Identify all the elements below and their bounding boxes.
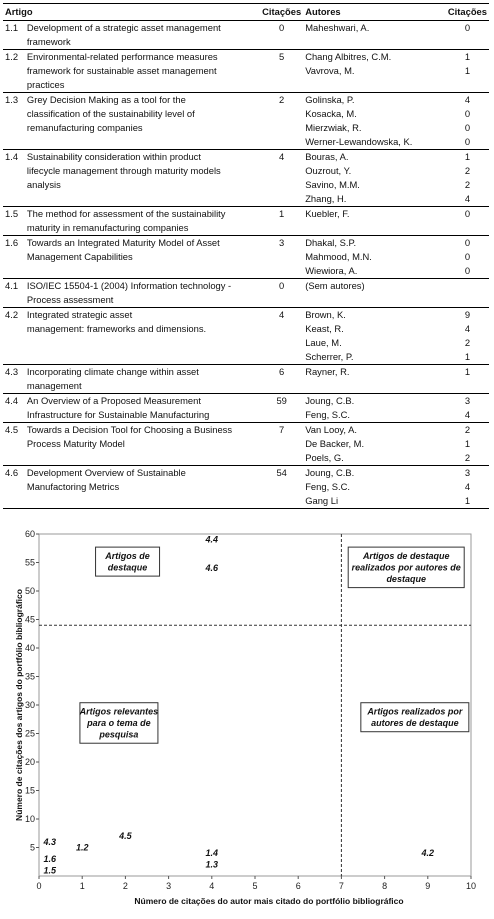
table-row [3,408,489,423]
author-citations-cell [446,379,489,394]
table-row [3,365,489,380]
article-title: An Overview of a Proposed Measurement [25,394,260,409]
article-title-cell [25,135,260,150]
author-name: Bouras, A. [303,150,446,165]
author-name: Mierzwiak, R. [305,122,362,133]
article-id: 1.6 [3,236,25,251]
table-row [3,50,489,65]
data-point-4-5: 4.5 [119,831,132,842]
article-id-cell [3,350,25,365]
quadrant-top-left-text: Artigos de [105,551,150,562]
author-citations: 9 [446,308,489,323]
article-id-cell [3,451,25,466]
article-title: Towards a Decision Tool for Choosing a Business [25,423,260,438]
author-name: Chang Albitres, C.M. [303,50,446,65]
author-name: Poels, G. [305,452,344,463]
article-title-cell [25,336,260,350]
author-name: Scherrer, P. [305,351,354,362]
y-tick-label: 55 [24,557,35,568]
article-title-cell [25,350,260,365]
author-name: Feng, S.C. [305,481,351,492]
table-row [3,135,489,150]
author-name: Savino, M.M. [305,179,360,190]
article-citations-cell [260,135,303,150]
author-citations: 1 [446,365,489,380]
x-tick-label: 7 [338,881,344,891]
y-tick-label: 10 [24,814,35,824]
quadrant-bottom-right-text: autores de destaque [371,718,459,729]
article-id: 4.4 [3,394,25,409]
article-title: framework [26,36,71,47]
article-title: Process Maturity Model [26,438,125,449]
article-citations-cell [260,192,303,207]
author-name-cell [303,35,446,50]
table-row [3,451,489,466]
article-id: 4.6 [3,466,25,481]
article-id: 1.4 [3,150,25,165]
article-title: management: frameworks and dimensions. [26,323,207,334]
author-name: Mahmood, M.N. [305,251,372,262]
article-title: Process assessment [26,294,114,305]
article-id: 4.5 [3,423,25,438]
article-citations: 54 [260,466,303,481]
table-row [3,466,489,481]
article-citations-cell [260,264,303,279]
table-header-row [3,4,489,21]
table-row [3,93,489,108]
author-citations: 3 [446,466,489,481]
author-citations: 0 [446,236,489,251]
author-name: Golinska, P. [303,93,446,108]
author-name: Feng, S.C. [305,409,351,420]
article-title-cell [25,192,260,207]
author-name-cell [303,293,446,308]
header-autores: Autores [303,4,446,21]
article-citations-cell [260,293,303,308]
article-citations-cell [260,451,303,466]
author-name: Ouzrout, Y. [305,165,352,176]
citation-table [3,3,489,509]
table-row [3,494,489,509]
article-title: Development of a strategic asset management [26,22,221,33]
article-title-cell [25,494,260,509]
data-point-1-6: 1.6 [43,853,57,864]
article-citations-cell [260,64,303,78]
table-row [3,379,489,394]
x-tick-label: 6 [295,881,301,891]
article-id-cell [3,35,25,50]
article-id-cell [3,437,25,451]
article-citations-cell [260,78,303,93]
data-point-4-6: 4.6 [205,563,219,574]
author-citations: 0 [464,122,471,133]
author-name: Brown, K. [303,308,446,323]
table-row [3,35,489,50]
table-row [3,264,489,279]
article-id-cell [3,107,25,121]
x-tick-label: 5 [252,881,258,891]
article-title: ISO/IEC 15504-1 (2004) Information technology - [25,279,260,294]
article-title: analysis [26,179,61,190]
table-row [3,21,489,36]
author-citations-cell [446,35,489,50]
table-row [3,207,489,222]
article-id: 4.3 [3,365,25,380]
author-citations: 0 [464,136,471,147]
author-name: (Sem autores) [303,279,446,294]
table-row [3,423,489,438]
article-title: Manufactoring Metrics [26,481,120,492]
article-citations: 0 [260,279,303,294]
article-title: Development Overview of Sustainable [25,466,260,481]
table-row [3,394,489,409]
author-citations [446,279,489,294]
article-id-cell [3,178,25,192]
table-row [3,350,489,365]
x-tick-label: 1 [79,881,85,891]
author-citations-cell [446,293,489,308]
author-citations: 0 [464,108,471,119]
article-title-cell [25,451,260,466]
article-citations-cell [260,107,303,121]
article-citations: 4 [260,308,303,323]
author-citations: 1 [464,65,471,76]
quadrant-bottom-left-text: Artigos relevantes [79,706,159,717]
quadrant-bottom-left-text: para o tema de [87,718,151,729]
header-artigo: Artigo [3,4,260,21]
article-title: Integrated strategic asset [25,308,260,323]
author-citations: 2 [464,179,471,190]
author-citations: 2 [464,452,471,463]
data-point-4-3: 4.3 [43,836,57,847]
author-name: Kuebler, F. [303,207,446,222]
article-title-cell [25,264,260,279]
article-citations-cell [260,350,303,365]
quadrant-top-right-text: realizados por autores de [351,562,461,573]
table-row [3,178,489,192]
data-point-1-5: 1.5 [43,865,57,876]
author-name: Zhang, H. [305,193,347,204]
author-citations: 1 [464,351,471,362]
article-id: 1.2 [3,50,25,65]
x-tick-label: 2 [122,881,128,891]
table-row [3,150,489,165]
x-tick-label: 3 [166,881,172,891]
author-name-cell [303,379,446,394]
article-id-cell [3,480,25,494]
author-name: Gang Li [303,494,446,509]
table-row [3,480,489,494]
author-citations: 4 [446,93,489,108]
author-name: Werner-Lewandowska, K. [305,136,413,147]
article-id-cell [3,192,25,207]
data-point-1-3: 1.3 [205,859,219,870]
article-title: Infrastructure for Sustainable Manufacturing [26,409,210,420]
article-id: 1.5 [3,207,25,222]
author-name: Kosacka, M. [305,108,357,119]
article-citations-cell [260,121,303,135]
article-id: 1.3 [3,93,25,108]
author-citations: 4 [464,481,471,492]
table-row [3,121,489,135]
data-point-1-4: 1.4 [205,848,219,859]
article-citations-cell [260,336,303,350]
x-tick-label: 4 [209,881,215,891]
x-tick-label: 9 [425,881,431,891]
article-id-cell [3,221,25,236]
article-title: remanufacturing companies [26,122,143,133]
article-title: management [26,380,82,391]
author-name: Laue, M. [305,337,342,348]
article-title: Management Capabilities [26,251,133,262]
author-citations: 1 [446,494,489,509]
author-name-cell [303,221,446,236]
article-citations-cell [260,494,303,509]
article-citations-cell [260,480,303,494]
author-name: Wiewiora, A. [305,265,358,276]
article-id-cell [3,322,25,336]
author-citations: 2 [464,337,471,348]
article-id-cell [3,494,25,509]
article-citations: 4 [260,150,303,165]
y-tick-label: 5 [29,842,35,853]
article-title: Towards an Integrated Maturity Model of Asset [25,236,260,251]
article-citations-cell [260,250,303,264]
table-row [3,437,489,451]
author-citations: 2 [464,165,471,176]
y-tick-label: 45 [24,614,35,625]
y-tick-label: 15 [24,785,35,796]
y-tick-label: 40 [24,643,35,653]
article-id-cell [3,250,25,264]
scatter-chart [0,528,494,919]
y-tick-label: 50 [24,586,35,596]
author-name: Rayner, R. [303,365,446,380]
author-citations: 2 [446,423,489,438]
article-citations-cell [260,164,303,178]
table-body [3,21,489,509]
author-citations: 1 [446,50,489,65]
author-citations-cell [446,221,489,236]
author-citations: 3 [446,394,489,409]
article-id-cell [3,264,25,279]
article-id-cell [3,78,25,93]
quadrant-bottom-right-text: Artigos realizados por [367,706,463,717]
table-row [3,64,489,78]
author-name: Vavrova, M. [305,65,355,76]
table-row [3,336,489,350]
quadrant-top-left-text: destaque [107,562,148,573]
article-title: lifecycle management through maturity models [26,165,221,176]
article-title: Incorporating climate change within asset [25,365,260,380]
author-name: Joung, C.B. [303,466,446,481]
article-citations: 1 [260,207,303,222]
y-axis-title: Número de citações dos artigos do portfólio bibliográfico [14,589,24,821]
article-citations-cell [260,437,303,451]
article-id-cell [3,64,25,78]
author-name: Joung, C.B. [303,394,446,409]
article-citations-cell [260,322,303,336]
article-id: 4.2 [3,308,25,323]
y-tick-label: 30 [24,700,35,710]
article-citations: 3 [260,236,303,251]
article-citations: 0 [279,22,285,33]
author-name: Dhakal, S.P. [303,236,446,251]
author-citations-cell [446,78,489,93]
article-title: classification of the sustainability level of [26,108,195,119]
y-tick-label: 20 [24,757,35,767]
author-citations: 4 [464,193,471,204]
article-title: The method for assessment of the sustainability [25,207,260,222]
table-row [3,107,489,121]
header-citacoes-autor: Citações [446,4,489,21]
author-citations: 4 [464,323,471,334]
y-tick-label: 35 [24,671,35,682]
article-id: 4.1 [3,279,25,294]
table-row [3,279,489,294]
table-row [3,192,489,207]
article-id-cell [3,336,25,350]
x-tick-label: 8 [382,881,388,891]
article-id-cell [3,121,25,135]
article-id-cell [3,379,25,394]
author-citations: 0 [464,251,471,262]
x-axis-title: Número de citações do autor mais citado do portfólio bibliográfico [134,896,404,906]
article-title: Sustainability consideration within product [25,150,260,165]
author-name-cell [303,78,446,93]
y-tick-label: 60 [24,529,35,539]
x-tick-label: 0 [36,881,42,891]
table-row [3,221,489,236]
article-citations-cell [260,408,303,423]
data-point-4-4: 4.4 [205,534,219,545]
data-point-1-2: 1.2 [75,842,89,853]
article-id-cell [3,408,25,423]
x-tick-label: 10 [465,881,477,891]
article-citations-cell [260,35,303,50]
author-name: De Backer, M. [305,438,365,449]
author-citations: 1 [446,150,489,165]
article-id-cell [3,135,25,150]
author-name: Maheshwari, A. [305,22,370,33]
author-name: Van Looy, A. [303,423,446,438]
article-citations-cell [260,221,303,236]
quadrant-top-right-text: Artigos de destaque [362,551,450,562]
y-tick-label: 25 [24,728,35,739]
header-citacoes-artigo: Citações [260,4,303,21]
article-id-cell [3,293,25,308]
article-id: 1.1 [5,22,19,33]
article-citations: 7 [260,423,303,438]
author-citations: 4 [464,409,471,420]
article-citations: 6 [260,365,303,380]
author-citations: 0 [446,207,489,222]
author-citations: 0 [464,265,471,276]
author-name: Keast, R. [305,323,344,334]
author-citations: 1 [464,438,471,449]
article-title: Grey Decision Making as a tool for the [25,93,260,108]
table-row [3,322,489,336]
article-id-cell [3,164,25,178]
table-row [3,293,489,308]
quadrant-top-right-text: destaque [386,574,426,585]
table-row [3,164,489,178]
table-row [3,236,489,251]
article-title: practices [26,79,65,90]
table-row [3,250,489,264]
article-citations: 5 [260,50,303,65]
article-citations: 2 [260,93,303,108]
article-citations-cell [260,178,303,192]
quadrant-bottom-left-text: pesquisa [99,729,139,740]
table-row [3,78,489,93]
article-citations: 59 [260,394,303,409]
article-title: maturity in remanufacturing companies [26,222,189,233]
article-citations-cell [260,379,303,394]
table-row [3,308,489,323]
article-title: Environmental-related performance measures [25,50,260,65]
author-citations: 0 [464,22,471,33]
article-title: framework for sustainable asset management [26,65,217,76]
data-point-4-2: 4.2 [421,848,435,859]
